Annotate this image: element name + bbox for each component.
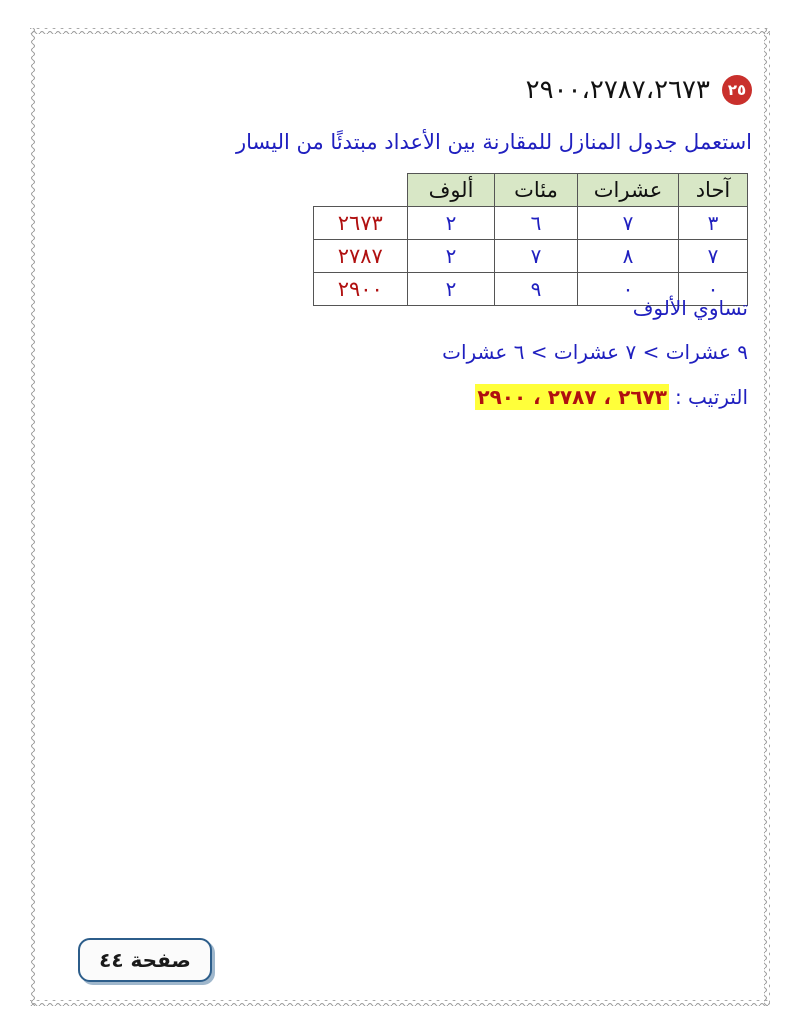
cell-ones: ٣ bbox=[679, 207, 748, 240]
cell-thousands: ٢ bbox=[408, 207, 495, 240]
place-value-table bbox=[313, 173, 749, 306]
header-hundreds: مئات bbox=[495, 174, 578, 207]
equal-thousands-line: تساوي الألوف bbox=[632, 296, 748, 320]
cell-hundreds: ٩ bbox=[495, 273, 578, 306]
cell-tens: ٨ bbox=[578, 240, 679, 273]
compare-tens-line: ٩ عشرات > ٧ عشرات > ٦ عشرات bbox=[442, 340, 748, 364]
cell-ones: ٧ bbox=[679, 240, 748, 273]
cell-number: ٢٦٧٣ bbox=[313, 207, 408, 240]
cell-ones: ٠ bbox=[679, 273, 748, 306]
question-header bbox=[526, 75, 752, 105]
cell-hundreds: ٧ bbox=[495, 240, 578, 273]
cell-hundreds: ٦ bbox=[495, 207, 578, 240]
header-ones: آحاد bbox=[679, 174, 748, 207]
cell-number: ٢٩٠٠ bbox=[313, 273, 408, 306]
cell-tens: ٧ bbox=[578, 207, 679, 240]
cell-thousands: ٢ bbox=[408, 273, 495, 306]
table-row bbox=[313, 207, 748, 240]
header-tens: عشرات bbox=[578, 174, 679, 207]
cell-number: ٢٧٨٧ bbox=[313, 240, 408, 273]
order-line bbox=[475, 384, 748, 410]
header-thousands: ألوف bbox=[408, 174, 495, 207]
cell-thousands: ٢ bbox=[408, 240, 495, 273]
header-blank bbox=[313, 174, 408, 207]
question-numbers: ٢٩٠٠،٢٧٨٧،٢٦٧٣ bbox=[525, 75, 710, 105]
order-label: الترتيب : bbox=[674, 385, 748, 409]
table-row bbox=[313, 240, 748, 273]
instruction-text: استعمل جدول المنازل للمقارنة بين الأعداد مبتدئًا من اليسار bbox=[236, 130, 752, 154]
page-number: صفحة ٤٤ bbox=[99, 948, 191, 972]
page-number-box bbox=[78, 938, 212, 982]
table-header-row bbox=[313, 174, 748, 207]
cell-tens: ٠ bbox=[578, 273, 679, 306]
question-number-badge: ٢٥ bbox=[722, 75, 752, 105]
order-answer: ٢٦٧٣ ، ٢٧٨٧ ، ٢٩٠٠ bbox=[477, 385, 667, 409]
